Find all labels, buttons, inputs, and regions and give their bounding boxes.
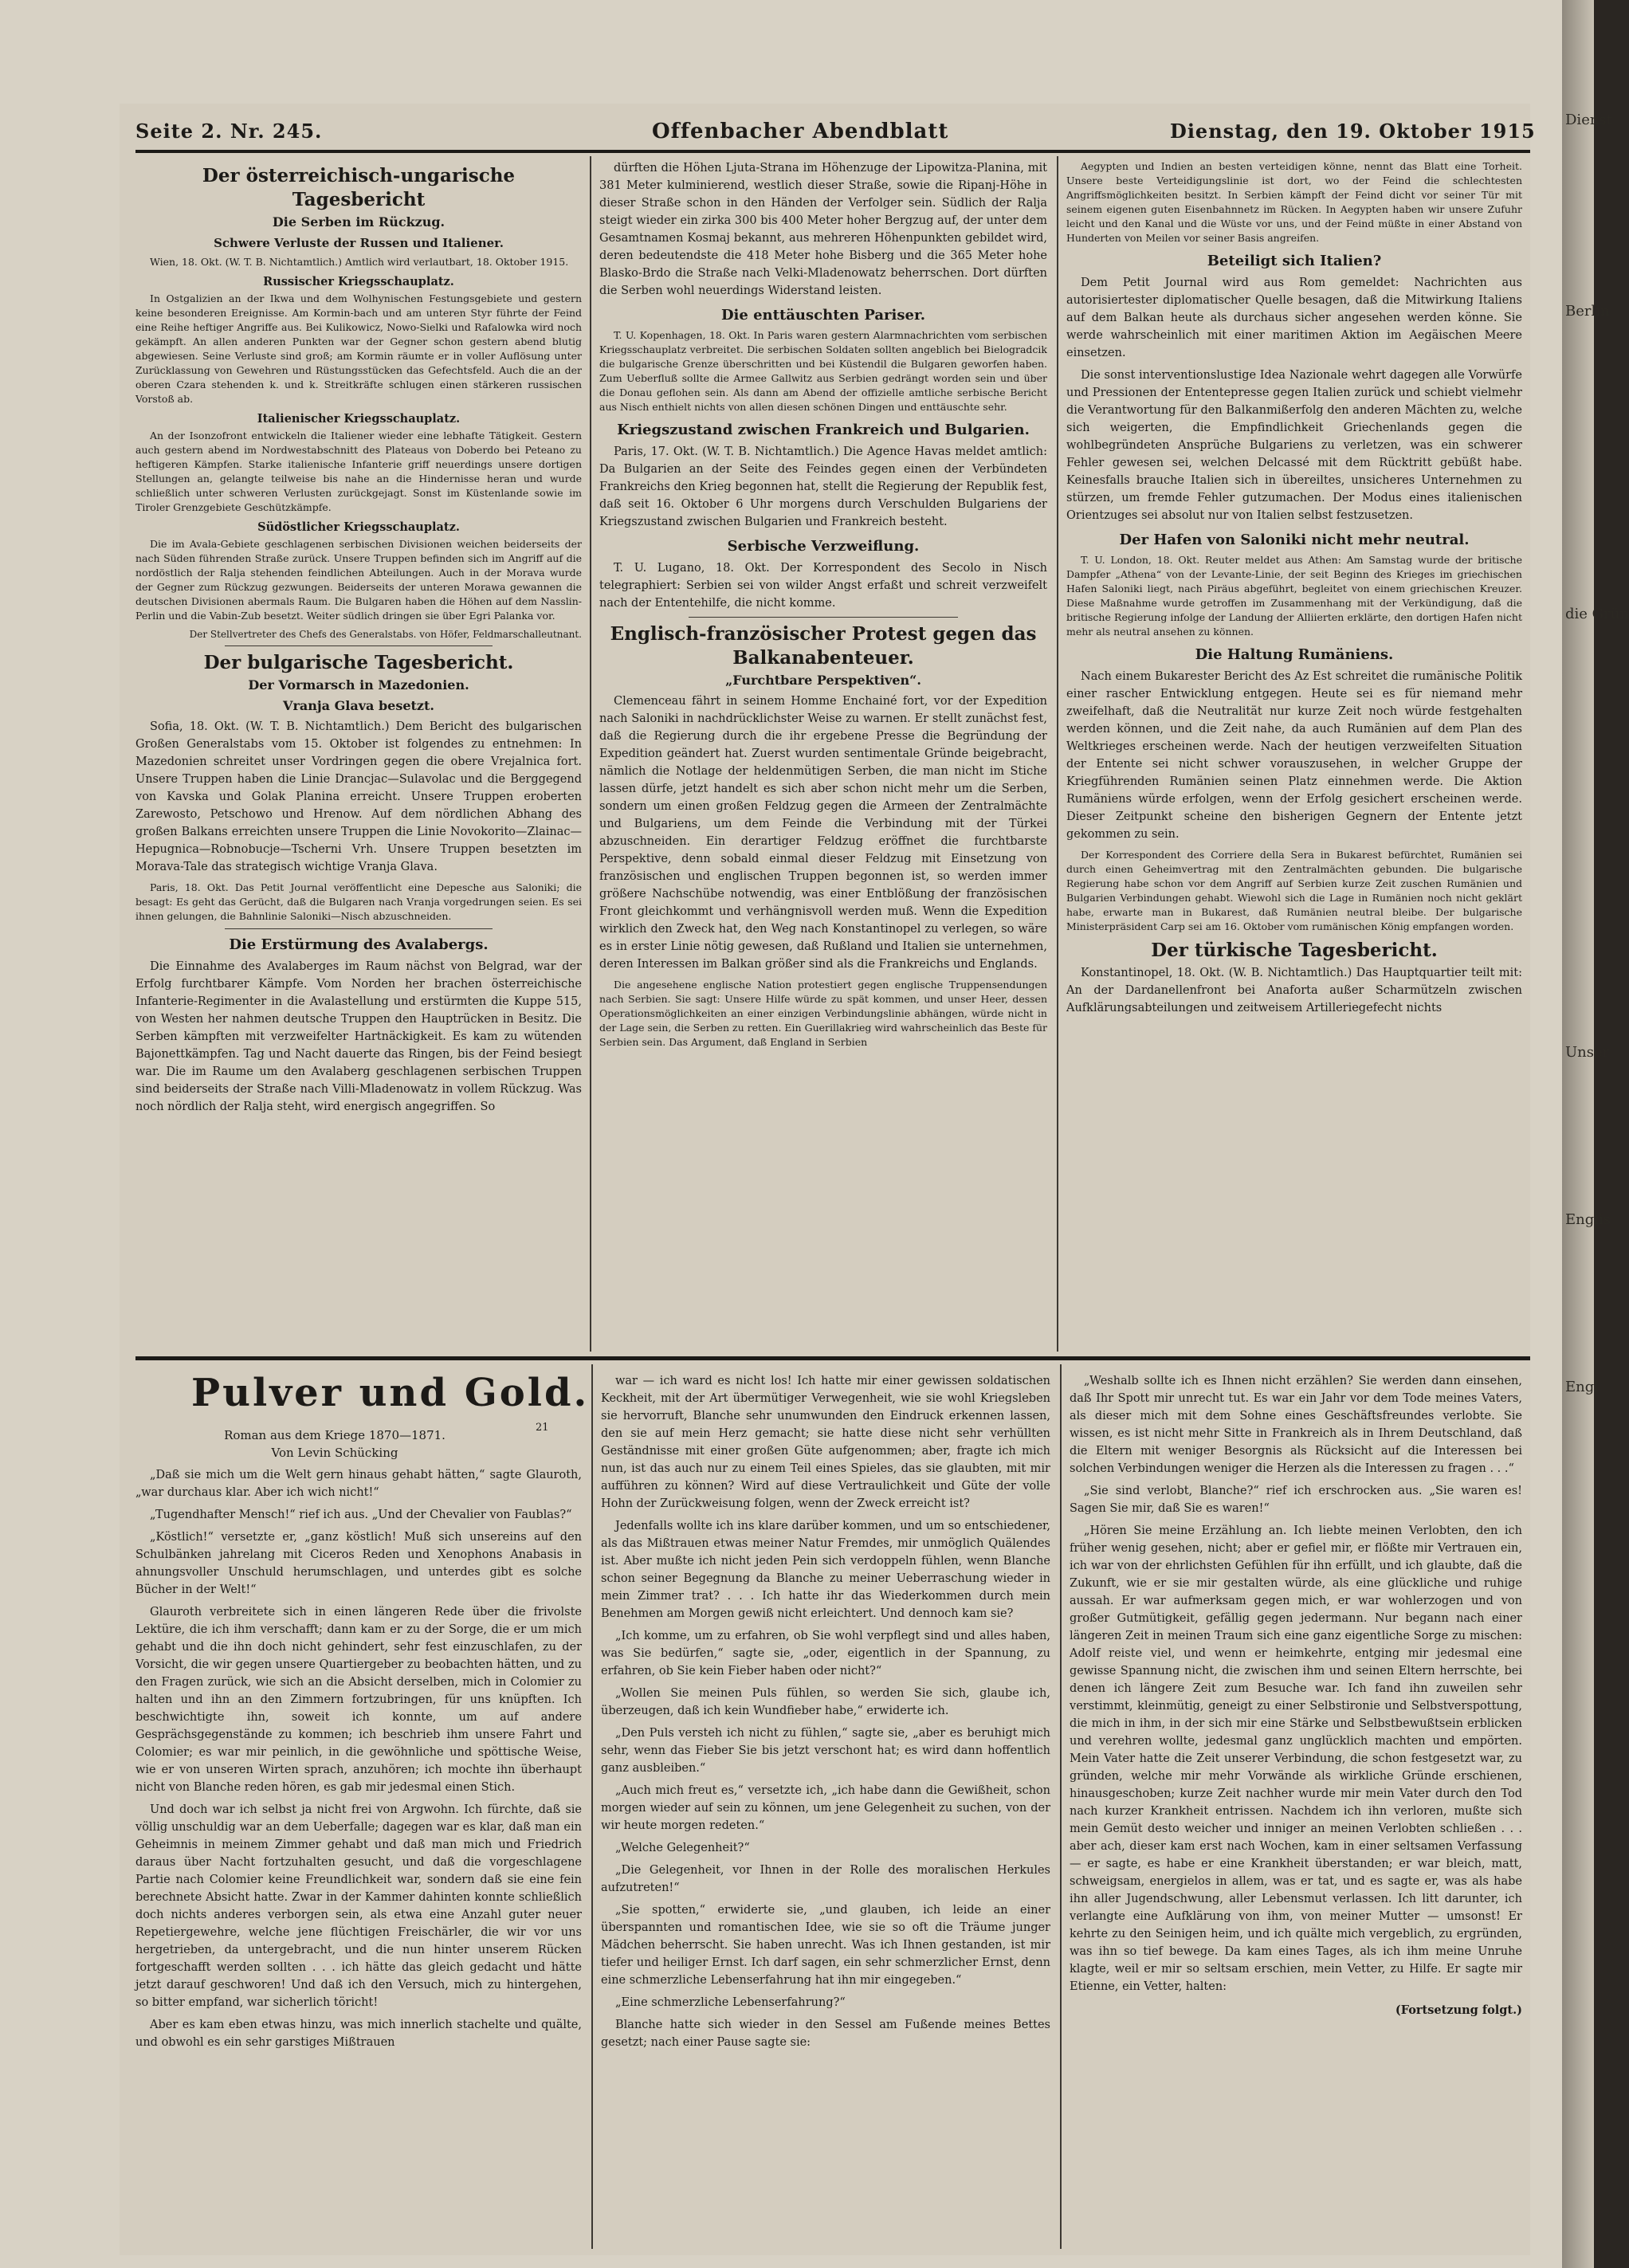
paragraph: Und doch war ich selbst ja nicht frei von Argwohn. Ich fürchte, daß sie völlig unschuldig war an dem Ueberfalle; dagegen war es klar, daß man ein Geheimnis in meinem Zimmer gehabt und daß man mich und Friedrich daraus über Nacht fortzuhalten gesucht, und daß die vorgeschlagene Partie nach Colomier keine Freundlichkeit war, sondern daß sie eine fein berechnete Absicht hatte. Zwar in der Kammer dahinten konnte schließlich doch nichts anderes verborgen sein, als etwa eine Anzahl guter neuer Repetiergewehre, welche jene flüchtigen Freischärler, die wir vor uns hergetrieben, da untergebracht, und die nun hinter unserem Rücken fortgeschafft werden sollten . . . ich hätte das gleich gedacht und hätte jetzt darauf geschworen! Und daß ich den Versuch, mich zu hintergehen, so bitter empfand, war sicherlich töricht! [135,1803,582,2009]
article-title: Die Haltung Rumäniens. [1195,646,1394,663]
separator [225,645,493,646]
article-title: Serbische Verzweiflung. [727,538,920,555]
edge-text: Engl [1565,1379,1600,1395]
column-1 [135,159,582,1120]
adjacent-page-edge [1562,0,1629,2268]
article-title: Der bulgarische Tagesbericht. [203,652,514,673]
column-divider [1060,1364,1062,2249]
article-title: Englisch-französischer Protest gegen das Balkanabenteuer. [610,623,1037,669]
novel-column-3 [1070,1372,1522,2019]
paragraph: Paris, 17. Okt. (W. T. B. Nichtamtlich.) Die Agence Havas meldet amtlich: Da Bulgarien an der Seite des Feindes gegen einen der Verbündeten Frankreichs den Krieg begonnen hat, stellt die Regierung der Republik fest, daß seit 16. Oktober 6 Uhr morgens durch Verschulden Bulgariens der Kriegszustand zwischen Bulgarien und Frankreich besteht. [599,445,1047,528]
paragraph: „Hören Sie meine Erzählung an. Ich liebte meinen Verlobten, den ich früher wenig gesehen, nicht; aber er gefiel mir, er flößte mir Vertrauen ein, ich war von der ehrlichsten Gefühlen für ihn erfüllt, und ich glaubte, daß die Zukunft, wie er sie mir gestalten würde, als eine glückliche und ruhige aussah. Er war aufmerksam gegen mich, er war wohlerzogen und von großer Gutmütigkeit, gefällig gegen jedermann. Nur begann nach einer längeren Zeit in meinen Traum sich eine ganz eigentliche Sorge zu mischen: Adolf reiste viel, und wenn er heimkehrte, entging mir jedesmal eine gewisse Spannung nicht, die zwischen ihm und seinen Eltern herrschte, bei denen ich längere Zeit zum Besuche war. Ich fand ihn zuweilen sehr verstimmt, kleinmütig, geneigt zu einer Selbstironie und Selbstverspottung, die mich in ihm, in der sich mir eine Stärke und Selbstbewußtsein erblicken und verehren wollte, jedesmal ganz unglücklich machten und empörten. Mein Vater hatte die Zeit unserer Verbindung, die schon festgesetzt war, zu gründen, welche mir mehr Vorwände als wirkliche Gründe erschienen, hinausgeschoben; kurze Zeit nachher wurde mir mein Vater durch den Tod nach kurzer Krankheit entrissen. Nachdem ich ihn verloren, mußte sich mein Gemüt desto weicher und inniger an meinen Verlobten schließen . . . aber ach, dieser kam erst nach Wochen, kam in einer seltsamen Verfassung — er sagte, es habe er eine Krankheit überstanden; er war bleich, matt, schweigsam, energielos in allem, was er tat, und es sagte er, was als habe ihn aller Jugendschwung, aller Lebensmut verlassen. Ich litt darunter, ich verlangte eine Aufklärung von ihm, von meiner Mutter — umsonst! Er kehrte zu den Seinigen heim, und ich quälte mich vergeblich, zu ergründen, was ihn so tief bewege. Da kam eines Tages, als ich ihm meine Unruhe klagte, weil er mir so seltsam erschien, mein Vetter, zu Hilfe. Er sagte mir Etienne, ein Vetter, halten: [1070,1524,1522,1993]
paragraph: Nach einem Bukarester Bericht des Az Est schreitet die rumänische Politik einer rascher Entwicklung entgegen. Heute sei es für niemand mehr zweifelhaft, daß die Neutralität nur kurze Zeit noch würde festgehalten werden können, und die Zeit nahe, da auch Rumänien auf dem Plan des Weltkrieges erscheinen werde. Nach der heutigen verzweifelten Situation der Entente sei nicht schwer vorauszusehen, in welcher Gruppe der Kriegführenden Rumänien seinen Platz einnehmen werde. Die Aktion Rumäniens würde erfolgen, wenn der Erfolg gesichert erscheinen werde. Dieser Zeitpunkt scheine den bisherigen Gegnern der Entente jetzt gekommen zu sein. [1066,670,1522,841]
paragraph: dürften die Höhen Ljuta-Strana im Höhenzuge der Lipowitza-Planina, mit 381 Meter kulminierend, westlich dieser Straße, sowie die Ripanj-Höhe in dieser Straße schon in den Händen der Verfolger sein. Südlich der Ralja steigt wieder ein zirka 300 bis 400 Meter hoher Bergzug auf, der unter dem Gesamtnamen Kosmaj bekannt, aus mehreren Höhenpunkten gebildet wird, deren bedeutendste die 418 Meter hohe Bisberg und die 365 Meter hohe Blasko-Brdo die Straße nach Velki-Mladenowatz beherrschen. Dort dürften die Serben wohl neuerdings Widerstand leisten. [599,162,1047,297]
paragraph: „Wollen Sie meinen Puls fühlen, so werden Sie sich, glaube ich, überzeugen, daß ich kein Wundfieber habe,“ erwiderte ich. [601,1687,1050,1717]
paragraph: „Welche Gelegenheit?“ [615,1842,750,1854]
column-2 [599,159,1047,1054]
article-title: Der Hafen von Saloniki nicht mehr neutral. [1119,532,1470,548]
article-subtitle: Vranja Glava besetzt. [283,698,434,713]
edge-text: Englis [1565,1211,1611,1228]
paragraph: Die Einnahme des Avalaberges im Raum nächst von Belgrad, war der Erfolg furchtbarer Kämpfe. Vom Norden her brachen österreichische Infanterie-Regimenter in die Avalastellung und erstürmten die Kuppe 515, von Westen her nahmen deutsche Truppen den Hauptrücken in Besitz. Die Serben kämpften mit verzweifelter Hartnäckigkeit. Es kam zu wütenden Bajonettkämpfen. Tag und Nacht dauerte das Ringen, bis der Feind besiegt war. Die im Raume um den Avalaberg geschlagenen serbischen Truppen sind beiderseits der Straße nach Villi-Mladenowatz in vollem Rückzug. Was noch nördlich der Ralja steht, wird energisch angegriffen. So [135,960,582,1113]
page-number: Seite 2. Nr. 245. [135,120,323,143]
novel-subtitle: Roman aus dem Kriege 1870—1871. [224,1428,446,1442]
novel-column-2 [601,1372,1050,2056]
paragraph: „Den Puls versteh ich nicht zu fühlen,“ sagte sie, „aber es beruhigt mich sehr, wenn das Fieber Sie bis jetzt verschont hat; es wird dann hoffentlich ganz ausbleiben.“ [601,1727,1050,1775]
date-line: Dienstag, den 19. Oktober 1915 [1170,120,1536,143]
edge-text: Dienst [1565,112,1612,128]
continuation-note: (Fortsetzung folgt.) [1395,2003,1522,2017]
paragraph: „Weshalb sollte ich es Ihnen nicht erzählen? Sie werden dann einsehen, daß Ihr Spott mir unrecht tut. Es war ein Jahr vor dem Tode meines Vaters, als dieser mich mit dem Sohne eines Geschäftsfreundes verlobte. Sie wissen, es ist nicht mehr Sitte in Frankreich als in Ihrem Deutschland, daß die Eltern mit weniger Besorgnis als Rücksicht auf die Interessen bei solchen Verbindungen weniger die Herzen als die Interessen zu fragen . . .“ [1070,1375,1522,1475]
masthead: Offenbacher Abendblatt [652,120,949,143]
column-divider [590,156,591,1352]
section-heading: Russischer Kriegsschauplatz. [263,275,454,288]
novel-column-1 [135,1466,582,2056]
edge-text: Berlin [1565,303,1610,320]
paragraph: „Auch mich freut es,“ versetzte ich, „ich habe dann die Gewißheit, schon morgen wieder auf sein zu können, um jene Gelegenheit zu suchen, von der wir heute morgen redeten.“ [601,1784,1050,1832]
edge-text: die Grün [1565,606,1629,622]
paragraph: Die im Avala-Gebiete geschlagenen serbischen Divisionen weichen beiderseits der nach Süden führenden Straße zurück. Unsere Truppen befinden sich im Angriff auf die nordöstlich der Ralja stehenden feindlichen Abteilungen. Auch in der Morava wurde der Gegner zum Rückzug gezwungen. Beiderseits der unteren Morawa gewannen die deutschen Divisionen abermals Raum. Die Bulgaren haben die Höhen auf dem Nasslin-Perlin und die Vabin-Zub besetzt. Weiter südlich dringen sie über Egri Palanka vor. [135,538,582,622]
installment-number: 21 [536,1422,549,1434]
column-3 [1066,159,1522,1022]
paragraph: Glauroth verbreitete sich in einen längeren Rede über die frivolste Lektüre, die ich ihm verschafft; dann kam er zu der Sorge, die er um mich gehabt und die ihn doch nicht gehindert, sehr fest einzuschlafen, zu der Vorsicht, die wir gegen unsere Quartiergeber zu beobachten hätten, und zu den Fragen zurück, wie sich an die Absicht derselben, mich in Colomier zu halten und ihn an den Zimmern fortzubringen, für uns knüpften. Ich beschwichtigte ihn, soweit ich konnte, um auf andere Gesprächsgegenstände zu kommen; ich beschrieb ihm unsere Fahrt und Colomier; es war mir peinlich, in die gewöhnliche und spöttische Weise, wie er von unseren Wirten sprach, anzuhören; ich mochte ihn überhaupt nicht von Blanche reden hören, es gab mir jedesmal einen Stich. [135,1606,582,1794]
column-divider [591,1364,593,2249]
article-title: Der österreichisch-ungarische Tagesbericht [202,165,516,210]
paragraph: Clemenceau fährt in seinem Homme Enchainé fort, vor der Expedition nach Saloniki in nachdrücklichster Weise zu warnen. Er stellt zunächst fest, daß die Regierung durch die ihr ergebene Presse die Begründung der Expedition geändert hat. Zuerst wurden sentimentale Gründe beigebracht, nämlich die Notlage der heldenmütigen Serben, die man nicht im Stiche lassen dürfe, jetzt handelt es sich aber schon nicht mehr um die Serben, sondern um einen großen Feldzug gegen die Armeen der Zentralmächte und Bulgariens, um dem Feinde die Verbindung mit der Türkei abzuschneiden. Ein derartiger Feldzug eröffnet die furchtbarste Perspektive, denn sobald einmal dieser Feldzug mit Einsetzung von französischen und englischen Truppen begonnen ist, so werden immer größere Nachschübe notwendig, was einer Entblößung der französischen Front gleichkommt und verhängnisvoll werden muß. Wenn die Expedition wirklich den Zweck hat, den Weg nach Konstantinopel zu verlegen, so wäre es in erster Linie nötig gewesen, daß Rußland und Italien sie unternehmen, deren Interessen im Balkan größer sind als die Frankreichs und Englands. [599,695,1047,971]
signature: Der Stellvertreter des Chefs des Generalstabs. von Höfer, Feldmarschalleutnant. [189,629,582,640]
paragraph: Die sonst interventionslustige Idea Nazionale wehrt dagegen alle Vorwürfe und Pressionen der Ententepresse gegen Italien zurück und schiebt vielmehr die Verantwortung für den Balkanmißerfolg den anderen Mächten zu, welche sich weigerten, die Empfindlichkeit Griechenlands gegen die wohlbegründeten Ansprüche Bulgariens zu verletzen, was ein schwerer Fehler gewesen sei, welchen Delcassé mit dem Rücktritt gebüßt habe. Keinesfalls brauche Italien sich in übereiltes, unsicheres Unternehmen zu stürzen, um fremde Fehler gutzumachen. Der Modus eines italienischen Orientzuges sei absolut nur von Italien selbst festzusetzen. [1066,369,1522,522]
paragraph: Dem Petit Journal wird aus Rom gemeldet: Nachrichten aus autorisiertester diplomatischer Quelle besagen, daß die Mitwirkung Italiens auf dem Balkan heute als durchaus sicher angesehen werden könne. Sie werde wahrscheinlich mit einer maritimen Aktion im Aegäischen Meere einsetzen. [1066,277,1522,359]
paragraph: Aegypten und Indien an besten verteidigen könne, nennt das Blatt eine Torheit. Unsere beste Verteidigungslinie ist dort, wo der Feind die schlechtesten Angriffsmöglichkeiten besitzt. In Serbien kämpft der Feind dicht vor seiner Tür mit seinem eigenen guten Eisenbahnnetz im Rücken. In Aegypten haben wir unsere Zufuhr leicht und den Kanal und die Wüste vor uns, und der Feind müßte in einer Abstand von Hunderten von Meilen vor seiner Basis angreifen. [1066,160,1522,244]
paragraph: „Köstlich!“ versetzte er, „ganz köstlich! Muß sich unsereins auf den Schulbänken jahrelang mit Ciceros Reden und Xenophons Anabasis in ahnungsvoller Unschuld herumschlagen, und unterdes gibt es solche Bücher in der Welt!“ [135,1531,582,1596]
novel-meta [159,1426,510,1462]
paragraph: „Die Gelegenheit, vor Ihnen in der Rolle des moralischen Herkules aufzutreten!“ [601,1864,1050,1894]
paragraph: „Daß sie mich um die Welt gern hinaus gehabt hätten,“ sagte Glauroth, „war durchaus klar. Aber ich wich nicht!“ [135,1469,582,1499]
section-heading: Italienischer Kriegsschauplatz. [257,412,461,426]
paragraph: T. U. London, 18. Okt. Reuter meldet aus Athen: Am Samstag wurde der britische Dampfer „Athena“ von der Levante-Linie, der seit Beginn des Krieges im griechischen Hafen Saloniki liegt, nach Piräus abgeführt, begleitet von einem griechischen Kreuzer. Diese Maßnahme wurde getroffen im Zusammenhang mit der Verkündigung, daß die britische Regierung infolge der Landung der Alliierten erklärte, den dortigen Hafen nicht mehr als neutral ansehen zu können. [1066,554,1522,638]
paragraph: T. U. Kopenhagen, 18. Okt. In Paris waren gestern Alarmnachrichten vom serbischen Kriegsschauplatz verbreitet. Die serbischen Soldaten sollten angeblich bei Bielogradcik die bulgarische Grenze überschritten und bei Küstendil die Bulgaren geworfen haben. Zum Ueberfluß sollte die Armee Gallwitz aus Serbien gedrängt worden sein und über die Donau geflohen sein. Als dann am Abend der offizielle amtliche serbische Bericht aus Nisch enthielt nichts von allen diesen schönen Dingen und enttäuschte sehr. [599,329,1047,413]
separator [689,617,957,618]
novel-author: Von Levin Schücking [271,1446,398,1460]
article-subtitle: Die Serben im Rückzug. [272,214,446,230]
paragraph: „Eine schmerzliche Lebenserfahrung?“ [615,1996,846,2009]
header-rule [135,150,1530,153]
paragraph: Aber es kam eben etwas hinzu, was mich innerlich stachelte und quälte, und obwohl es ein sehr garstiges Mißtrauen [135,2019,582,2049]
paragraph: In Ostgalizien an der Ikwa und dem Wolhynischen Festungsgebiete und gestern keine besonderen Ereignisse. Am Kormin-bach und am unteren Styr führte der Feind eine Reihe heftiger Angriffe aus. Bei Kulikowicz, Nowo-Sielki und Rafalowka wird noch gekämpft. An allen anderen Punkten war der Gegner schon gestern abend blutig abgewiesen. Seine Verluste sind groß; am Kormin räumte er in voller Auflösung unter Zurücklassung von Gewehren und Rüstungsstücken das Gefechtsfeld. Auch die an der oberen Czara stehenden k. und k. Streitkräfte schlugen einen stärkeren russischen Vorstoß ab. [135,292,582,405]
edge-text: Unser [1565,1044,1610,1061]
paragraph: „Ich komme, um zu erfahren, ob Sie wohl verpflegt sind und alles haben, was Sie bedürfen,“ sagte sie, „oder, eigentlich in der Spannung, zu erfahren, ob Sie kein Fieber haben oder nicht?“ [601,1630,1050,1677]
section-heading: Südöstlicher Kriegsschauplatz. [257,520,460,534]
article-title: Kriegszustand zwischen Frankreich und Bulgarien. [617,422,1030,438]
article-subtitle: „Furchtbare Perspektiven“. [725,673,921,688]
paragraph: Blanche hatte sich wieder in den Sessel am Fußende meines Bettes gesetzt; nach einer Pause sagte sie: [601,2019,1050,2049]
paragraph: war — ich ward es nicht los! Ich hatte mir einer gewissen soldatischen Keckheit, mit der Art übermütiger Verwegenheit, wie sie wohl Kriegsleben sie hervorruft, Blanche sehr unumwunden den Eindruck erkennen lassen, den sie auf mein Herz gemacht; sie hatte diese nicht sehr verhüllten Geständnisse mit einer großen Güte aufgenommen; aber, fragte ich mich nun, ist das auch nur zu einem Teil eines Spieles, das sie glaubten, mit mir aufführen zu können? Wird auf diese Vertraulichkeit und Güte der volle Hohn der Zurückweisung folgen, wenn der Zweck erreicht ist? [601,1375,1050,1510]
paragraph: Paris, 18. Okt. Das Petit Journal veröffentlicht eine Depesche aus Saloniki; die besagt: Es geht das Gerücht, daß die Bulgaren nach Vranja vorgedrungen seien. Es sei ihnen gelungen, die Bahnlinie Saloniki—Nisch abzuschneiden. [135,881,582,922]
novel-title: Pulver und Gold. [191,1371,590,1415]
paragraph: An der Isonzofront entwickeln die Italiener wieder eine lebhafte Tätigkeit. Gestern auch gestern abend im Nordwestabschnitt des Plateaus von Doberdo bei Peteano zu heftigeren Kämpfen. Starke italienische Infanterie griff neuerdings unsere dortigen Stellungen an, gelangte teilweise bis nahe an die Hindernisse heran und wurde schließlich unter schweren Verlusten zurückgejagt. Sonst im Küstenlande sowie im Tiroler Grenzgebiete Geschützkämpfe. [135,430,582,513]
paragraph: Sofia, 18. Okt. (W. T. B. Nichtamtlich.) Dem Bericht des bulgarischen Großen Generalstabs vom 15. Oktober ist folgendes zu entnehmen: In Mazedonien schreitet unser Vordringen gegen die obere Vrejalnica fort. Unsere Truppen haben die Linie Drancjac—Sulavolac und die Berggegend von Kavska und Golak Planina erreicht. Unsere Truppen eroberten Zarewosto, Petschowo und Hrenow. Auf dem nördlichen Abhang des großen Balkans erreichten unsere Truppen die Linie Novokorito—Zlainac—Hepugnica—Robnobucje—Tscherni Vrh. Unsere Truppen besetzten im Morava-Tale das strategisch wichtige Vranja Glava. [135,720,582,873]
paragraph: „Tugendhafter Mensch!“ rief ich aus. „Und der Chevalier von Faublas?“ [150,1509,572,1521]
paragraph: „Sie sind verlobt, Blanche?“ rief ich erschrocken aus. „Sie waren es! Sagen Sie mir, daß Sie es waren!“ [1070,1485,1522,1515]
article-subtitle: Schwere Verluste der Russen und Italiener. [214,236,504,250]
separator [225,928,493,929]
paragraph: Der Korrespondent des Corriere della Sera in Bukarest befürchtet, Rumänien sei durch einen Geheimvertrag mit den Zentralmächten gebunden. Die bulgarische Regierung habe schon vor dem Angriff auf Serbien kurze Zeit zuschen Rumänien und Bulgarien Verbindungen gehabt. Wiewohl sich die Lage in Rumänien noch nicht geklärt habe, erwarte man in Bukarest, daß Rumänien neutral bleibe. Der bulgarische Ministerpräsident Carp sei am 16. Oktober vom rumänischen König empfangen worden. [1066,849,1522,932]
paragraph: Die angesehene englische Nation protestiert gegen englische Truppensendungen nach Serbien. Sie sagt: Unsere Hilfe würde zu spät kommen, und unser Heer, dessen Operationsmöglichkeiten an einer einzigen Verbindungslinie abhängen, würde nicht in der Lage sein, die Serben zu retten. Ein Guerillakrieg wird wahrscheinlich das Beste für Serbien sein. Das Argument, daß England in Serbien [599,979,1047,1048]
article-title: Beteiligt sich Italien? [1207,253,1382,269]
paragraph: Wien, 18. Okt. (W. T. B. Nichtamtlich.) Amtlich wird verlautbart, 18. Oktober 1915. [150,256,569,268]
article-title: Die Erstürmung des Avalabergs. [229,936,489,953]
paragraph: Jedenfalls wollte ich ins klare darüber kommen, und um so entschiedener, als das Mißtrauen etwas meiner Natur Fremdes, mir unmöglich Quälendes ist. Aber mußte ich nicht jeden Pein sich verdoppeln fühlen, wenn Blanche schon seiner Begegnung da Blanche zu meiner Ueberraschung wieder in mein Zimmer trat? . . . Ich hatte ihr das Wiederkommen durch mein Benehmen am Morgen gewiß nicht erleichtert. Und dennoch kam sie? [601,1520,1050,1620]
feuilleton-rule [135,1356,1530,1360]
article-title: Der türkische Tagesbericht. [1151,940,1438,961]
paragraph: T. U. Lugano, 18. Okt. Der Korrespondent des Secolo in Nisch telegraphiert: Serbien sei von wilder Angst erfaßt und schreit verzweifelt nach der Ententehilfe, die nicht komme. [599,562,1047,610]
article-title: Die enttäuschten Pariser. [720,307,926,324]
column-divider [1057,156,1058,1352]
paragraph: „Sie spotten,“ erwiderte sie, „und glauben, ich leide an einer überspannten und romantischen Idee, wie sie so oft die Träume junger Mädchen beherrscht. Sie haben unrecht. Was ich Ihnen gestanden, ist mir tiefer und heiliger Ernst. Ich darf sagen, ein sehr schmerzlicher Ernst, denn eine schmerzliche Lebenserfahrung hat ihn mir eingegeben.“ [601,1904,1050,1987]
paragraph: Konstantinopel, 18. Okt. (W. B. Nichtamtlich.) Das Hauptquartier teilt mit: An der Dardanellenfront bei Anaforta außer Scharmützeln zwischen Aufklärungsabteilungen und zeitweisem Artilleriegefecht nichts [1066,967,1522,1014]
article-subtitle: Der Vormarsch in Mazedonien. [248,677,469,693]
